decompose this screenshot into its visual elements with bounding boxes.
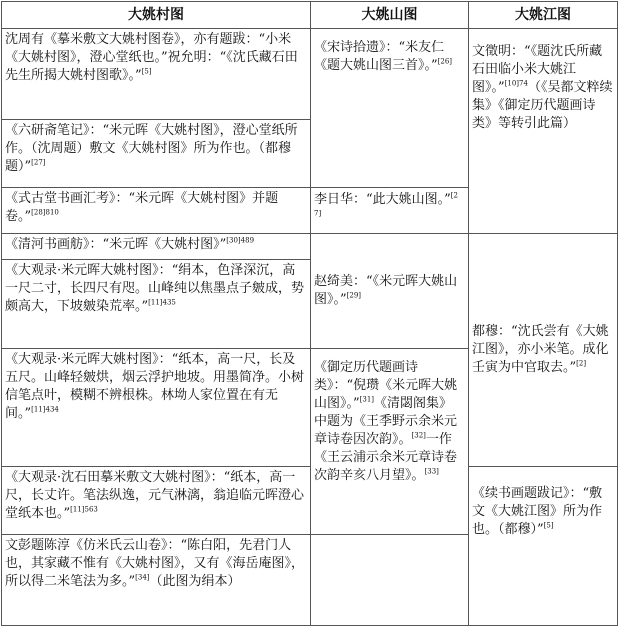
village-cell-6: 《大观录·米元晖大姚村图》：“纸本，高一尺，长及五尺。山峰轻皴烘，烟云浮护地坡。用墨简净。小树信笔点叶，模糊不辨根株。林坳人家位置在有无间。”$^{[11]434}$	[2, 349, 311, 466]
village-cell-2: 《六研斋笔记》：“米元晖《大姚村图》，澄心堂纸所作。（沈周题）敷文《大姚村图》所为作也。（都穆题）”[27]	[2, 120, 311, 188]
mountain-cell-1: 《宋诗拾遗》：“米友仁《题大姚山图三首》。”[26]	[311, 28, 469, 187]
village-cell-5: 《大观录·米元晖大姚村图》：“绢本，色泽深沉，高一尺二寸，长四尺有咫。山峰纯以焦墨点子皴成，势颇高大，下坡皴染荒率。”$^{[11]435}$	[2, 259, 311, 348]
river-cell-3: 《续书画题跋记》：“敷文《大姚江图》所为作也。（都穆）”[5]	[469, 466, 618, 625]
village-cell-7: 《大观录·沈石田摹米敷文大姚村图》：“纸本，高一尺，长丈许。笔法纵逸，元气淋漓，翁追临元晖澄心堂纸本也。”$^{[11]563}$	[2, 466, 311, 535]
mountain-cell-2: 李日华：“此大姚山图。”[27]	[311, 188, 469, 234]
header-dayao-village: 大姚村图	[2, 2, 311, 29]
village-cell-4: 《清河书画舫》：“米元晖《大姚村图》”$^{[30]489}$	[2, 234, 311, 260]
mountain-empty-cell	[311, 535, 469, 626]
village-cell-1: 沈周有《摹米敷文大姚村图卷》，亦有题跋：“小米《大姚村图》，澄心堂纸也。”祝允明：“《沈氏藏石田先生所揭大姚村图歌》。”[5]	[2, 28, 311, 119]
river-cell-2: 都穆：“沈氏尝有《大姚江图》，亦小米笔。成化壬寅为中官取去。”[2]	[469, 234, 618, 466]
header-dayao-river: 大姚江图	[469, 2, 618, 29]
header-dayao-mountain: 大姚山图	[311, 2, 469, 29]
village-cell-3: 《式古堂书画汇考》：“米元晖《大姚村图》并题卷。”$^{[28]810}$	[2, 188, 311, 234]
comparison-table	[1, 1, 618, 626]
village-cell-8: 文彭题陈淳《仿米氏云山卷》：“陈白阳，先君门人也，其家藏不惟有《大姚村图》，又有《海岳庵图》，所以得二米笔法为多。”[34]（此图为绢本）	[2, 535, 311, 626]
mountain-cell-3: 赵绮美：“《米元晖大姚山图》。”[29]	[311, 234, 469, 349]
mountain-cell-4: 《御定历代题画诗类》：“倪瓒《米元晖大姚山图》。”[31]《清閟阁集》中题为《王季野示余米元章诗卷因次韵》。[32]一作《王云浦示余米元章诗卷次韵辛亥八月望》。[33]	[311, 349, 469, 535]
river-cell-1: 文徵明：“《题沈氏所藏石田临小米大姚江图》。”$^{[10]74}$（《吴都文粹续集》《御定历代题画诗类》等转引此篇）	[469, 28, 618, 234]
